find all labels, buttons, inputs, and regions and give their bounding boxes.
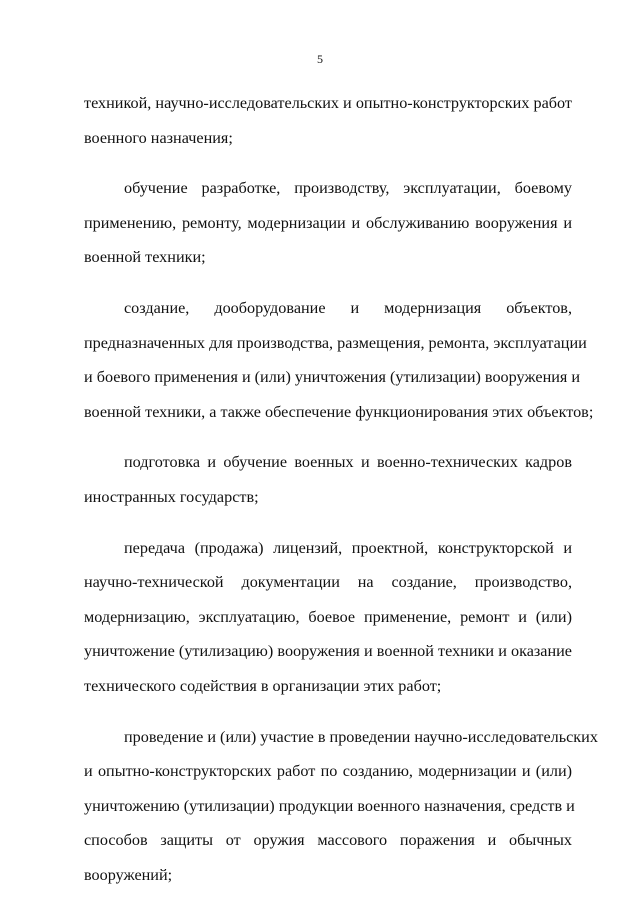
text-line: военной техники; — [84, 248, 206, 267]
paragraph-continuation — [84, 86, 572, 155]
text-line: иностранных государств; — [84, 487, 259, 506]
text-line: научно-технической документации на создание, производство, — [84, 573, 572, 592]
text-line: уничтожению (утилизации) продукции военного назначения, средств и — [84, 796, 575, 815]
paragraph-research — [84, 720, 598, 893]
text-line: военного назначения; — [84, 128, 233, 147]
text-line: военной техники, а также обеспечение функционирования этих объектов; — [84, 402, 594, 421]
text-line: модернизацию, эксплуатацию, боевое применение, ремонт и (или) — [84, 607, 572, 626]
paragraph-licenses — [84, 531, 572, 704]
text-line: способов защиты от оружия массового поражения и обычных — [84, 831, 572, 850]
text-line: технического содействия в организации этих работ; — [84, 676, 442, 695]
text-line: предназначенных для производства, размещения, ремонта, эксплуатации — [84, 333, 587, 352]
document-body — [84, 86, 598, 908]
text-line: передача (продажа) лицензий, проектной, конструкторской и — [124, 538, 572, 557]
page-number: 5 — [317, 52, 323, 66]
text-line: уничтожение (утилизацию) вооружения и военной техники и оказание — [84, 642, 572, 661]
paragraph-personnel — [84, 445, 572, 514]
text-line: вооружений; — [84, 865, 173, 884]
text-line: применению, ремонту, модернизации и обслуживанию вооружения и — [84, 213, 572, 232]
text-line: и опытно-конструкторских работ по созданию, модернизации и (или) — [84, 762, 572, 781]
text-line: создание, дооборудование и модернизация объектов, — [124, 298, 572, 317]
text-line: обучение разработке, производству, эксплуатации, боевому — [124, 179, 572, 198]
text-line: и боевого применения и (или) уничтожения (утилизации) вооружения и — [84, 368, 581, 387]
text-line: подготовка и обучение военных и военно-технических кадров — [124, 453, 572, 472]
text-line: техникой, научно-исследовательских и опытно-конструкторских работ — [84, 94, 572, 112]
paragraph-training — [84, 171, 572, 275]
paragraph-facilities — [84, 291, 594, 429]
text-line: проведение и (или) участие в проведении научно-исследовательских — [124, 727, 598, 746]
